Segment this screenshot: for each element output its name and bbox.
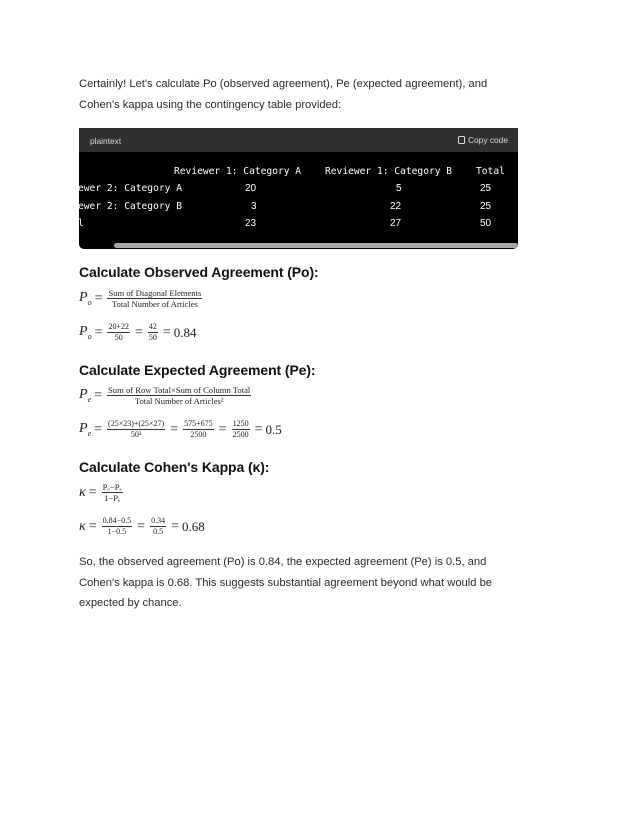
pe-calc-fraction-2: $\frac{575+675}{2500}$ [184, 419, 213, 439]
cell-value: 25 [480, 183, 492, 194]
cell-value: 5 [396, 183, 402, 194]
kappa-calculation [79, 516, 205, 537]
intro-line-2: Cohen's kappa using the contingency table provided: [79, 99, 342, 111]
pe-calc-fraction-3: $\frac{1250}{2500}$ [232, 419, 249, 439]
equals-sign: = [171, 518, 179, 534]
row-label: ewer 2: Category B [78, 201, 182, 212]
cell-value: 23 [245, 218, 257, 229]
summary-paragraph [79, 552, 519, 614]
pe-calc-fraction: $\frac{(25\times 23)+(25\times 27)}{\text{50²}}$ [108, 419, 165, 439]
equals-sign: = [88, 518, 97, 534]
copy-code-button[interactable] [458, 135, 508, 145]
pe-result: 0.5 [265, 421, 282, 437]
cell-value: 25 [480, 201, 492, 212]
pe-calculation [79, 419, 282, 440]
po-formula [79, 288, 204, 309]
equals-sign: = [218, 421, 227, 437]
expected-agreement-heading: Calculate Expected Agreement (Pe): [79, 362, 316, 378]
equals-sign: = [254, 421, 263, 437]
row-label: ewer 2: Category A [78, 183, 182, 194]
header-category-a: Reviewer 1: Category A [174, 166, 302, 177]
po-calculation [79, 322, 197, 343]
pe-formula [79, 385, 253, 406]
kappa-formula-fraction: $\frac{\text{Pₒ−Pₑ}}{\text{1−Pₑ}}$ [102, 482, 122, 503]
pe-symbol: $P_e$ [79, 387, 92, 404]
cell-value: 50 [480, 218, 492, 229]
po-symbol: $P_o$ [79, 290, 92, 307]
code-block [79, 128, 518, 249]
kappa-calc-fraction-2: $\frac{0.34}{0.5}$ [151, 516, 166, 536]
cell-value: 27 [390, 218, 402, 229]
pe-formula-fraction: $\frac{\text{Sum of Row Total×Sum of Column Total}}{\text{Total Number of Articles²}}$ [108, 385, 251, 406]
equals-sign: = [94, 290, 103, 306]
kappa-symbol: κ [79, 518, 86, 534]
cell-value: 3 [251, 201, 257, 212]
code-content [79, 152, 518, 249]
kappa-symbol: κ [79, 484, 86, 500]
equals-sign: = [170, 421, 179, 437]
kappa-formula [79, 482, 125, 503]
po-calc-fraction-2: $\frac{42}{50}$ [148, 322, 157, 342]
po-calc-fraction: $\frac{20+22}{50}$ [108, 322, 129, 342]
row-label: l [78, 218, 84, 229]
intro-line-1: Certainly! Let's calculate Po (observed agreement), Pe (expected agreement), and [79, 78, 488, 90]
equals-sign: = [134, 324, 143, 340]
kappa-calc-fraction: $\frac{0.84-0.5}{1-0.5}$ [102, 516, 132, 536]
pe-symbol: $P_e$ [79, 421, 92, 438]
header-total: Total [476, 166, 505, 177]
cell-value: 22 [390, 201, 402, 212]
header-category-b: Reviewer 1: Category B [325, 166, 453, 177]
equals-sign: = [94, 387, 103, 403]
equals-sign: = [94, 324, 103, 340]
horizontal-scrollbar[interactable] [114, 243, 518, 248]
summary-line-2: Cohen's kappa is 0.68. This suggests substantial agreement beyond what would be [79, 576, 493, 589]
equals-sign: = [88, 484, 97, 500]
cell-value: 20 [245, 183, 257, 194]
code-block-header [79, 128, 518, 152]
copy-code-label: Copy code [467, 135, 508, 145]
kappa-result: 0.68 [181, 518, 205, 534]
po-result: 0.84 [173, 324, 197, 340]
observed-agreement-heading: Calculate Observed Agreement (Po): [79, 264, 319, 280]
code-language-label: plaintext [90, 136, 122, 146]
intro-paragraph [79, 74, 519, 116]
clipboard-icon [458, 136, 465, 144]
po-formula-fraction: $\frac{\text{Sum of Diagonal Elements}}{\text{Total Number of Articles}}$ [108, 288, 202, 309]
summary-line-1: So, the observed agreement (Po) is 0.84, the expected agreement (Pe) is 0.5, and [79, 556, 487, 568]
equals-sign: = [162, 324, 171, 340]
equals-sign: = [137, 518, 146, 534]
equals-sign: = [94, 421, 103, 437]
kappa-heading: Calculate Cohen's Kappa (κ): [79, 459, 270, 475]
summary-line-3: expected by chance. [79, 597, 182, 609]
po-symbol: $P_o$ [79, 324, 92, 341]
